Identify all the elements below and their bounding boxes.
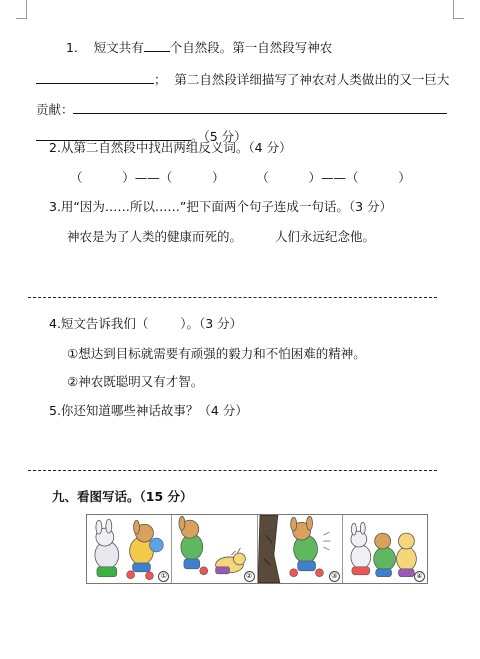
panel-number-1: ① <box>158 571 169 582</box>
section9-title: 九、看图写话。（15 分） <box>52 489 193 504</box>
comic-panel-3 <box>258 515 343 583</box>
comic-strip <box>86 514 428 584</box>
q1-line2-text: ； 第二自然段详细描写了神农对人类做出的又一巨大 <box>153 72 450 87</box>
q4-option-2: ②神农既聪明又有才智。 <box>67 374 204 389</box>
panel-number-2: ② <box>244 571 255 582</box>
panel-number-3: ③ <box>329 571 340 582</box>
q1-line1-after-blank: 个自然段。第一自然段写神农 <box>169 40 333 55</box>
q3-answer-line[interactable] <box>28 297 437 298</box>
q3-title: 3.用“因为……所以……”把下面两个句子连成一句话。（3 分） <box>49 199 393 214</box>
q1-contribution-label: 贡献： <box>35 102 74 117</box>
q3-sentence-b: 人们永远纪念他。 <box>275 229 376 244</box>
q5-answer-line[interactable] <box>28 470 437 471</box>
page-corner-mark-right <box>453 0 464 19</box>
q1-line-1 <box>58 23 332 56</box>
q3-sentence-a: 神农是为了人类的健康而死的。 <box>67 229 243 244</box>
comic-panel-1 <box>87 515 172 583</box>
q1-line4-end: 。（5 分） <box>190 129 247 144</box>
q4-option-1: ①想达到目标就需要有顽强的毅力和不怕困难的精神。 <box>67 346 366 361</box>
q2-antonym-blanks[interactable]: （ ）——（ ） （ ）——（ ） <box>70 170 411 185</box>
q1-blank-paragraph-count[interactable] <box>144 39 170 52</box>
q2-title: 2.从第二自然段中找出两组反义词。（4 分） <box>49 140 292 155</box>
comic-panel-2 <box>172 515 257 583</box>
comic-panel-4 <box>343 515 427 583</box>
q1-line1-text: 1. 短文共有 <box>65 40 144 55</box>
q1-blank-first-paragraph[interactable] <box>36 71 154 84</box>
q4-title: 4.短文告诉我们（ ）。（3 分） <box>49 316 243 331</box>
q1-line-2 <box>28 55 449 88</box>
q5-title: 5.你还知道哪些神话故事？（4 分） <box>49 403 248 418</box>
panel-number-4: ④ <box>414 571 425 582</box>
page-corner-mark-left <box>16 0 27 19</box>
